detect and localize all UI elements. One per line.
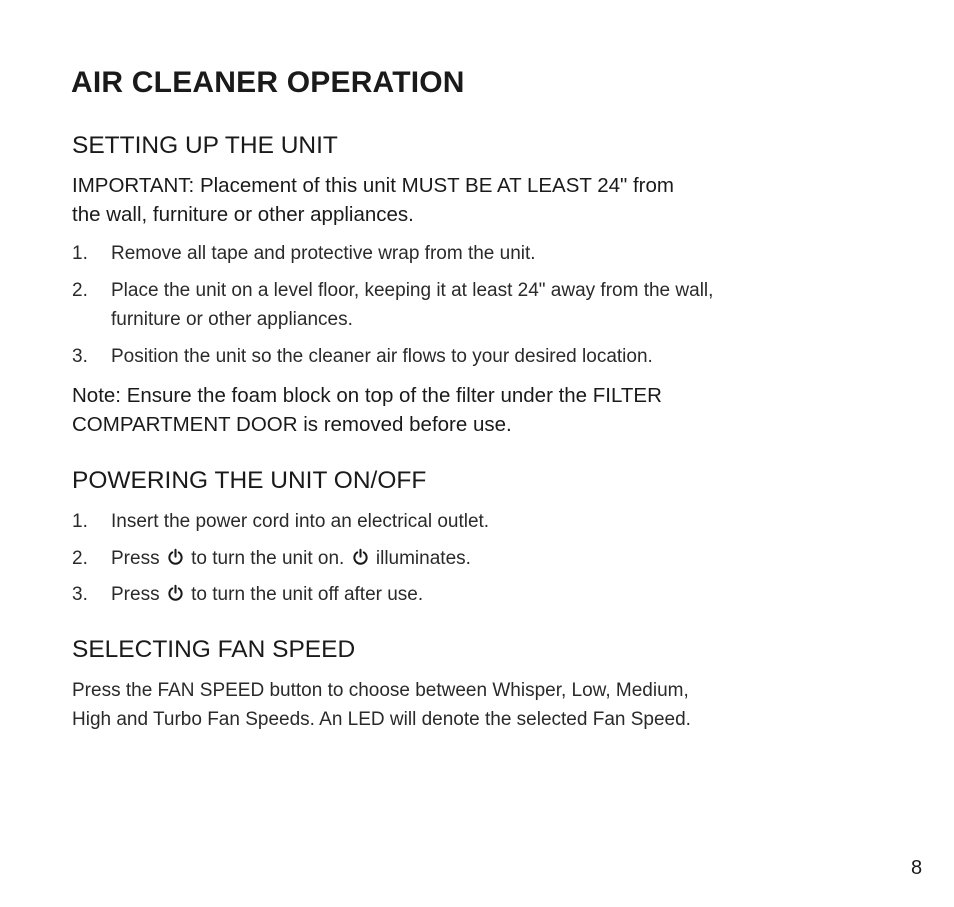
important-line-1: IMPORTANT: Placement of this unit MUST BE AT LEAST 24" from bbox=[72, 174, 674, 197]
step-text-line-2: furniture or other appliances. bbox=[111, 309, 353, 330]
power-icon bbox=[167, 548, 184, 566]
important-notice bbox=[72, 171, 674, 229]
step-number: 3. bbox=[72, 584, 88, 605]
note-paragraph bbox=[72, 381, 662, 439]
step-number: 3. bbox=[72, 346, 88, 367]
power-heading: POWERING THE UNIT ON/OFF bbox=[72, 467, 427, 494]
fan-line-2: High and Turbo Fan Speeds. An LED will denote the selected Fan Speed. bbox=[72, 709, 691, 730]
fan-line-1: Press the FAN SPEED button to choose between Whisper, Low, Medium, bbox=[72, 680, 689, 701]
important-line-2: the wall, furniture or other appliances. bbox=[72, 203, 414, 226]
note-line-2: COMPARTMENT DOOR is removed before use. bbox=[72, 413, 512, 436]
fan-paragraph bbox=[72, 676, 691, 734]
setup-heading: SETTING UP THE UNIT bbox=[72, 132, 338, 159]
step-text: Remove all tape and protective wrap from the unit. bbox=[111, 243, 536, 264]
step-number: 1. bbox=[72, 243, 88, 264]
step-text-tail: illuminates. bbox=[375, 548, 471, 569]
step-text-line-1: Place the unit on a level floor, keeping it at least 24" away from the wall, bbox=[111, 280, 714, 301]
step-text-after: to turn the unit off after use. bbox=[191, 584, 424, 605]
step-text-press: Press bbox=[111, 548, 160, 569]
power-icon bbox=[352, 548, 369, 566]
step-text-press: Press bbox=[111, 584, 160, 605]
step-number: 2. bbox=[72, 280, 88, 301]
page-number: 8 bbox=[911, 857, 923, 879]
step-text: Position the unit so the cleaner air flows to your desired location. bbox=[111, 346, 653, 367]
step-number: 1. bbox=[72, 511, 88, 532]
page-title: AIR CLEANER OPERATION bbox=[71, 66, 465, 99]
note-line-1: Note: Ensure the foam block on top of the filter under the FILTER bbox=[72, 384, 662, 407]
fan-heading: SELECTING FAN SPEED bbox=[72, 636, 356, 663]
step-number: 2. bbox=[72, 548, 88, 569]
step-text: Insert the power cord into an electrical outlet. bbox=[111, 511, 490, 532]
power-icon bbox=[167, 584, 184, 602]
step-text-after: to turn the unit on. bbox=[191, 548, 345, 569]
